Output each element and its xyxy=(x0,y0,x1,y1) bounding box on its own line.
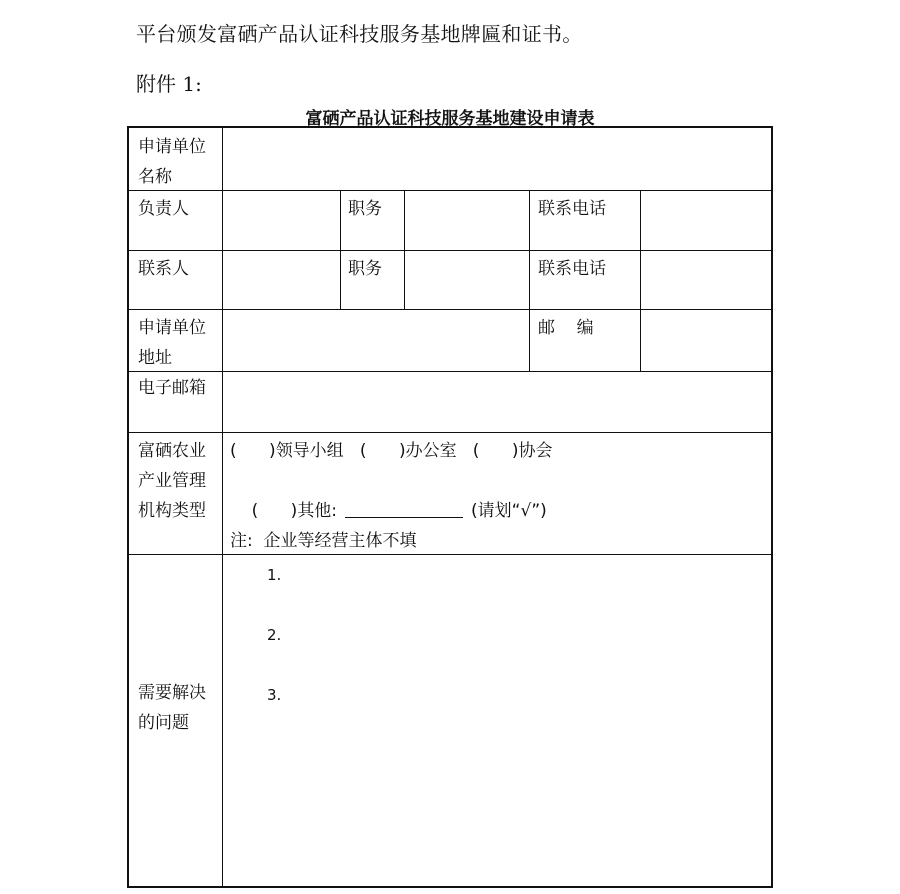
address-label: 申请单位 地址 xyxy=(138,318,206,368)
problem-number: 1. xyxy=(267,566,282,584)
column-divider xyxy=(222,128,223,886)
row-divider xyxy=(129,371,771,372)
column-divider xyxy=(404,190,405,309)
head-position-label: 职务 xyxy=(348,199,382,219)
other-fill-blank xyxy=(345,499,463,518)
contact-person-label: 联系人 xyxy=(138,259,189,279)
problem-number: 3. xyxy=(267,686,282,704)
email-label: 电子邮箱 xyxy=(138,378,206,398)
application-form-table xyxy=(127,126,773,888)
attachment-label: 附件 1: xyxy=(136,72,202,96)
head-person-label: 负责人 xyxy=(138,199,189,219)
org-type-other-prefix: ( )其他: xyxy=(251,501,338,521)
row-divider xyxy=(129,432,771,433)
column-divider xyxy=(640,190,641,371)
applicant-name-label: 申请单位 名称 xyxy=(138,137,206,187)
column-divider xyxy=(340,190,341,309)
org-type-note: 注: 企业等经营主体不填 xyxy=(230,531,417,551)
org-type-tick-instruction: (请划“√”) xyxy=(471,501,547,521)
row-divider xyxy=(129,309,771,310)
problems-label: 需要解决 的问题 xyxy=(138,683,206,733)
intro-text: 平台颁发富硒产品认证科技服务基地牌匾和证书。 xyxy=(136,22,583,46)
head-phone-label: 联系电话 xyxy=(538,199,606,219)
problem-number: 2. xyxy=(267,626,282,644)
form-title: 富硒产品认证科技服务基地建设申请表 xyxy=(305,109,595,129)
row-divider xyxy=(129,250,771,251)
row-divider xyxy=(129,190,771,191)
column-divider xyxy=(529,190,530,371)
postcode-label: 邮 编 xyxy=(538,318,594,338)
contact-position-label: 职务 xyxy=(348,259,382,279)
org-type-label: 富硒农业 产业管理 机构类型 xyxy=(138,441,206,521)
org-type-options: ( )领导小组 ( )办公室 ( )协会 xyxy=(230,441,553,461)
contact-phone-label: 联系电话 xyxy=(538,259,606,279)
